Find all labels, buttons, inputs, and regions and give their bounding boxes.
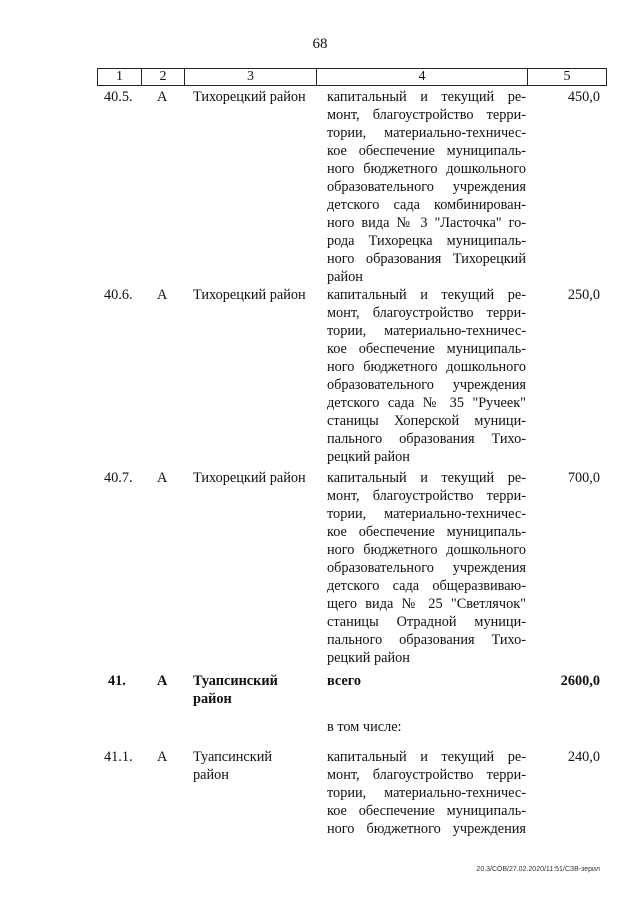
description-line: капитальный и текущий ре-	[327, 287, 526, 303]
description-line: ного вида № 3 "Ласточка" го-	[327, 215, 526, 231]
description-line: тории, материально-техничес-	[327, 785, 526, 801]
row-number: 41.1.	[104, 749, 133, 765]
district-line: район	[193, 691, 232, 707]
description-line: детского сада общеразвиваю-	[327, 578, 526, 594]
row-district: Тихорецкий район	[193, 470, 306, 486]
description-line: кое обеспечение муниципаль-	[327, 143, 526, 159]
row-description	[327, 469, 526, 667]
table-header	[97, 68, 607, 86]
row-category: А	[157, 749, 168, 765]
total-label: всего	[327, 673, 362, 689]
row-description	[327, 748, 526, 838]
description-line: рода Тихорецка муниципаль-	[327, 233, 526, 249]
description-line: рецкий район	[327, 650, 410, 666]
description-line: станицы Отрадной муници-	[327, 614, 526, 630]
description-line: капитальный и текущий ре-	[327, 89, 526, 105]
row-category: А	[157, 470, 168, 486]
page-number: 68	[312, 36, 328, 52]
description-line: детского сада № 35 "Ручеек"	[327, 395, 526, 411]
district-line: Туапсинский	[193, 749, 273, 765]
row-district	[193, 748, 318, 784]
row-category: А	[157, 673, 168, 689]
description-line: образовательного учреждения	[327, 377, 526, 393]
row-category: А	[157, 89, 168, 105]
description-line: кое обеспечение муниципаль-	[327, 341, 526, 357]
description-line: тории, материально-техничес-	[327, 323, 526, 339]
description-line: тории, материально-техничес-	[327, 506, 526, 522]
header-col-2: 2	[142, 69, 185, 85]
description-line: капитальный и текущий ре-	[327, 749, 526, 765]
district-line: Туапсинский	[193, 673, 278, 689]
description-line: ного бюджетного дошкольного	[327, 359, 526, 375]
row-number: 40.7.	[104, 470, 133, 486]
description-line: пального образования Тихо-	[327, 431, 526, 447]
description-line: кое обеспечение муниципаль-	[327, 803, 526, 819]
description-line: тории, материально-техничес-	[327, 125, 526, 141]
description-line: район	[327, 269, 363, 285]
header-col-4: 4	[317, 69, 528, 85]
description-line: рецкий район	[327, 449, 410, 465]
description-line: монт, благоустройство терри-	[327, 305, 526, 321]
row-amount: 240,0	[567, 749, 600, 765]
row-number: 40.5.	[104, 89, 133, 105]
row-description	[327, 88, 526, 286]
footer-code: 20.3/СОВ/27.02.2020/11:51/СЗВ-зерил	[476, 866, 600, 873]
description-line: монт, благоустройство терри-	[327, 107, 526, 123]
header-col-1: 1	[98, 69, 142, 85]
row-number: 40.6.	[104, 287, 133, 303]
description-line: пального образования Тихо-	[327, 632, 526, 648]
description-line: капитальный и текущий ре-	[327, 470, 526, 486]
description-line: ного бюджетного учреждения	[327, 821, 526, 837]
description-line: кое обеспечение муниципаль-	[327, 524, 526, 540]
description-line: образовательного учреждения	[327, 179, 526, 195]
description-line: станицы Хоперской муници-	[327, 413, 526, 429]
row-amount: 450,0	[567, 89, 600, 105]
description-line: образовательного учреждения	[327, 560, 526, 576]
description-line: монт, благоустройство терри-	[327, 488, 526, 504]
row-description	[327, 286, 526, 466]
row-amount: 700,0	[567, 470, 600, 486]
header-col-3: 3	[185, 69, 317, 85]
description-line: ного бюджетного дошкольного	[327, 542, 526, 558]
row-district: Тихорецкий район	[193, 287, 306, 303]
row-district: Тихорецкий район	[193, 89, 306, 105]
row-amount: 250,0	[567, 287, 600, 303]
description-line: ного бюджетного дошкольного	[327, 161, 526, 177]
description-line: монт, благоустройство терри-	[327, 767, 526, 783]
row-district	[193, 672, 318, 708]
row-category: А	[157, 287, 168, 303]
description-line: детского сада комбинирован-	[327, 197, 526, 213]
district-line: район	[193, 767, 229, 783]
row-amount: 2600,0	[560, 673, 600, 689]
row-number: 41.	[108, 673, 126, 689]
description-line: щего вида № 25 "Светлячок"	[327, 596, 526, 612]
description-line: ного образования Тихорецкий	[327, 251, 526, 267]
header-col-5: 5	[563, 69, 571, 84]
sub-label: в том числе:	[327, 719, 402, 735]
